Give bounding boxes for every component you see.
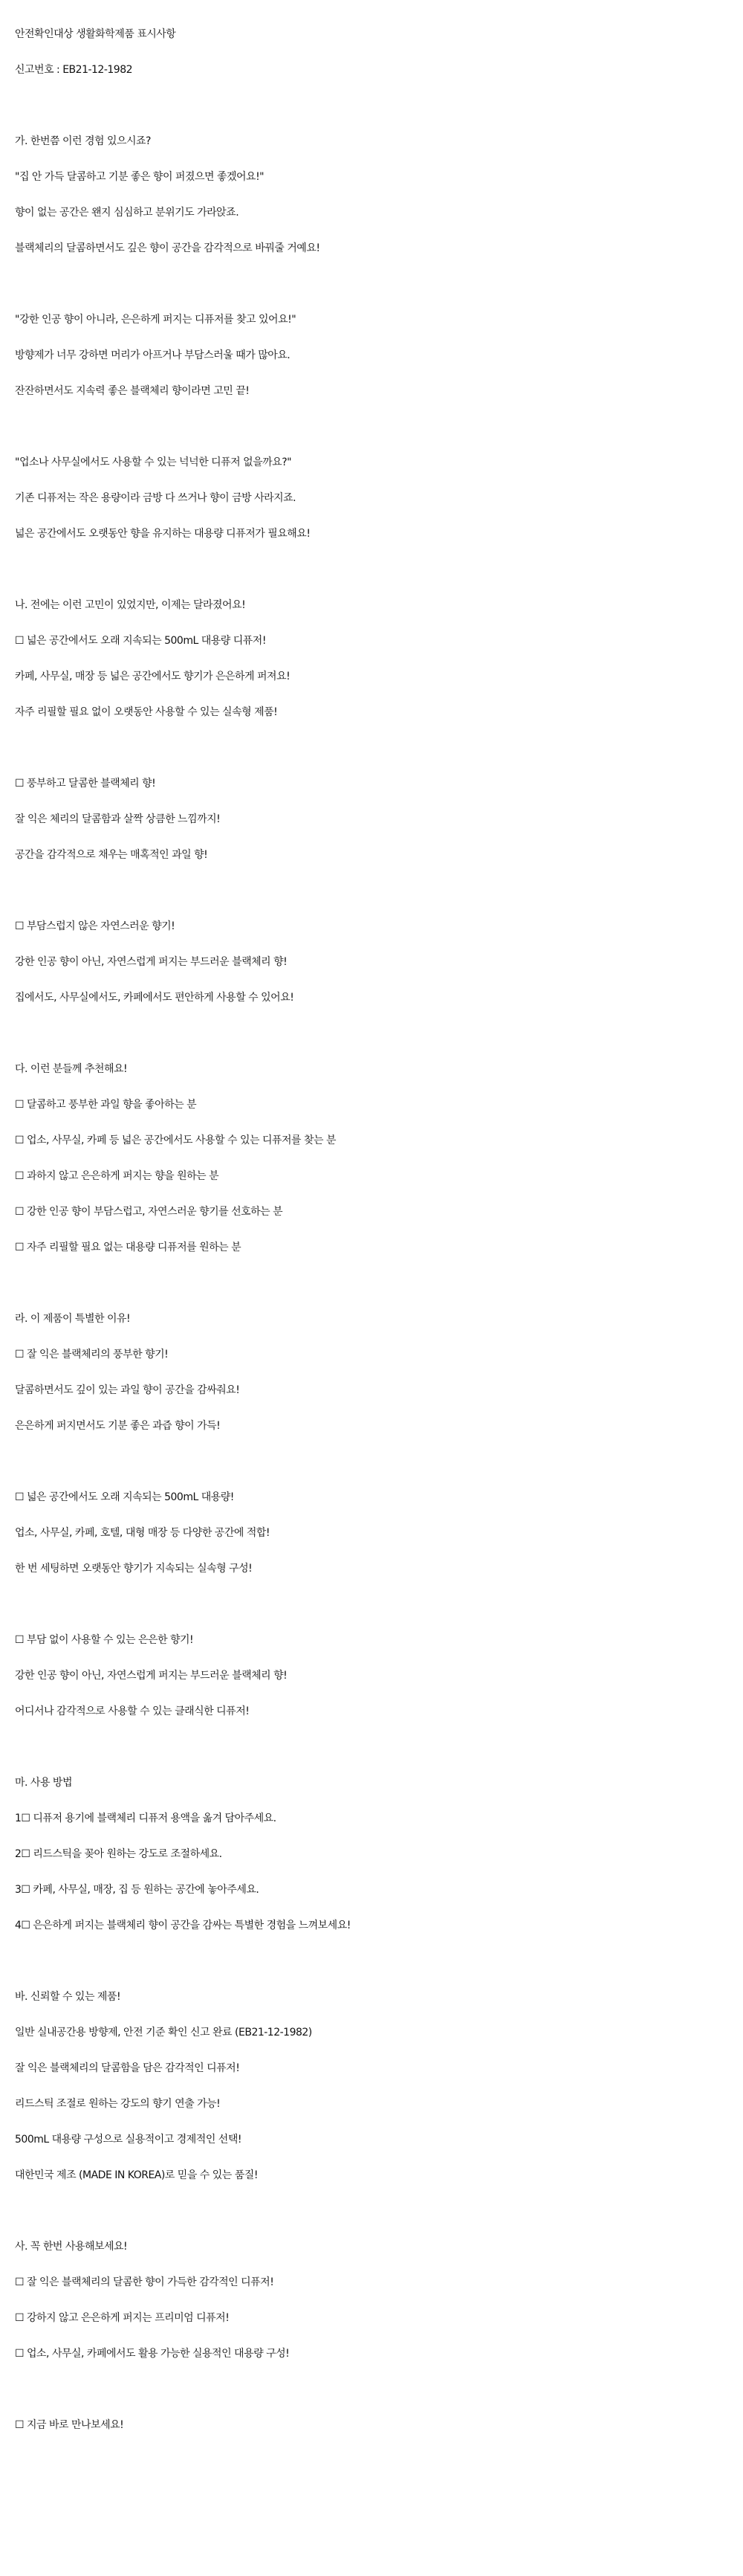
text-line: ☐ 잘 익은 블랙체리의 풍부한 향기! [15, 1349, 169, 1360]
text-line: 은은하게 퍼지면서도 기분 좋은 과즙 향이 가득! [15, 1420, 221, 1432]
text-line: 넓은 공간에서도 오랫동안 향을 유지하는 대용량 디퓨저가 필요해요! [15, 528, 311, 540]
text-line: 강한 인공 향이 아닌, 자연스럽게 퍼지는 부드러운 블랙체리 향! [15, 1670, 288, 1682]
text-line: 공간을 감각적으로 채우는 매혹적인 과일 향! [15, 849, 208, 861]
text-line: 달콤하면서도 깊이 있는 과일 향이 공간을 감싸줘요! [15, 1384, 240, 1396]
text-line: 신고번호 : EB21-12-1982 [15, 64, 133, 76]
text-line: 강한 인공 향이 아닌, 자연스럽게 퍼지는 부드러운 블랙체리 향! [15, 956, 288, 968]
text-line: ☐ 업소, 사무실, 카페에서도 활용 가능한 실용적인 대용량 구성! [15, 2348, 290, 2360]
text-line: 라. 이 제품이 특별한 이유! [15, 1313, 131, 1325]
text-line: ☐ 강하지 않고 은은하게 퍼지는 프리미엄 디퓨저! [15, 2312, 230, 2324]
text-line: 사. 꼭 한번 사용해보세요! [15, 2241, 128, 2253]
text-line: 1☐ 디퓨저 용기에 블랙체리 디퓨저 용액을 옮겨 담아주세요. [15, 1812, 276, 1824]
text-line: ☐ 지금 바로 만나보세요! [15, 2419, 124, 2431]
blank-line [15, 873, 743, 908]
blank-line [15, 730, 743, 766]
text-line: 방향제가 너무 강하면 머리가 아프거나 부담스러울 때가 많아요. [15, 349, 291, 361]
blank-line [15, 1016, 743, 1051]
text-line: 3☐ 카페, 사무실, 매장, 집 등 원하는 공간에 놓아주세요. [15, 1884, 259, 1896]
text-line: "집 안 가득 달콤하고 기분 좋은 향이 퍼졌으면 좋겠어요!" [15, 171, 265, 183]
blank-line [15, 552, 743, 587]
text-line: 잘 익은 체리의 달콤함과 살짝 상큼한 느낌까지! [15, 813, 221, 825]
text-line: 자주 리필할 필요 없이 오랫동안 사용할 수 있는 실속형 제품! [15, 706, 278, 718]
blank-line [15, 409, 743, 445]
text-line: 잔잔하면서도 지속력 좋은 블랙체리 향이라면 고민 끝! [15, 385, 250, 397]
text-line: ☐ 과하지 않고 은은하게 퍼지는 향을 원하는 분 [15, 1170, 219, 1182]
blank-line [15, 1586, 743, 1622]
blank-line [15, 1943, 743, 1979]
text-line: 어디서나 감각적으로 사용할 수 있는 클래식한 디퓨저! [15, 1705, 250, 1717]
text-line: ☐ 부담 없이 사용할 수 있는 은은한 향기! [15, 1634, 194, 1646]
text-line: ☐ 넓은 공간에서도 오래 지속되는 500mL 대용량 디퓨저! [15, 635, 266, 647]
text-line: 리드스틱 조절로 원하는 강도의 향기 연출 가능! [15, 2098, 221, 2110]
blank-line [15, 1729, 743, 1765]
text-line: 나. 전에는 이런 고민이 있었지만, 이제는 달라졌어요! [15, 599, 246, 611]
text-line: 500mL 대용량 구성으로 실용적이고 경제적인 선택! [15, 2134, 241, 2146]
blank-line [15, 2372, 743, 2407]
text-line: ☐ 자주 리필할 필요 없는 대용량 디퓨저를 원하는 분 [15, 1242, 241, 1253]
text-line: ☐ 달콤하고 풍부한 과일 향을 좋아하는 분 [15, 1099, 197, 1111]
text-line: 마. 사용 방법 [15, 1777, 72, 1789]
text-line: ☐ 넓은 공간에서도 오래 지속되는 500mL 대용량! [15, 1491, 234, 1503]
blank-line [15, 266, 743, 302]
blank-line [15, 2193, 743, 2229]
text-line: 한 번 세팅하면 오랫동안 향기가 지속되는 실속형 구성! [15, 1563, 253, 1575]
text-line: ☐ 잘 익은 블랙체리의 달콤한 향이 가득한 감각적인 디퓨저! [15, 2276, 274, 2288]
text-line: ☐ 업소, 사무실, 카페 등 넓은 공간에서도 사용할 수 있는 디퓨저를 찾는 분 [15, 1134, 337, 1146]
text-line: 바. 신뢰할 수 있는 제품! [15, 1991, 121, 2003]
text-line: 4☐ 은은하게 퍼지는 블랙체리 향이 공간을 감싸는 특별한 경험을 느껴보세요! [15, 1920, 351, 1931]
text-line: 다. 이런 분들께 추천해요! [15, 1063, 128, 1075]
text-line: 대한민국 제조 (MADE IN KOREA)로 믿을 수 있는 품질! [15, 2169, 258, 2181]
text-line: 잘 익은 블랙체리의 달콤함을 담은 감각적인 디퓨저! [15, 2062, 240, 2074]
text-line: 업소, 사무실, 카페, 호텔, 대형 매장 등 다양한 공간에 적합! [15, 1527, 270, 1539]
text-line: 향이 없는 공간은 왠지 심심하고 분위기도 가라앉죠. [15, 207, 239, 219]
text-line: 가. 한번쯤 이런 경험 있으시죠? [15, 135, 151, 147]
text-line: 블랙체리의 달콤하면서도 깊은 향이 공간을 감각적으로 바꿔줄 거예요! [15, 242, 320, 254]
text-line: 카페, 사무실, 매장 등 넓은 공간에서도 향기가 은은하게 퍼져요! [15, 671, 291, 682]
text-line: 기존 디퓨저는 작은 용량이라 금방 다 쓰거나 향이 금방 사라지죠. [15, 492, 296, 504]
blank-line [15, 1265, 743, 1301]
text-line: "업소나 사무실에서도 사용할 수 있는 넉넉한 디퓨저 없을까요?" [15, 456, 292, 468]
blank-line [15, 1444, 743, 1479]
text-line: "강한 인공 향이 아니라, 은은하게 퍼지는 디퓨저를 찾고 있어요!" [15, 314, 296, 326]
text-line: ☐ 부담스럽지 않은 자연스러운 향기! [15, 920, 175, 932]
text-line: 집에서도, 사무실에서도, 카페에서도 편안하게 사용할 수 있어요! [15, 992, 294, 1004]
text-line: 2☐ 리드스틱을 꽂아 원하는 강도로 조절하세요. [15, 1848, 222, 1860]
text-line: 안전확인대상 생활화학제품 표시사항 [15, 28, 176, 40]
blank-line [15, 88, 743, 123]
text-line: ☐ 풍부하고 달콤한 블랙체리 향! [15, 778, 156, 790]
text-line: ☐ 강한 인공 향이 부담스럽고, 자연스러운 향기를 선호하는 분 [15, 1206, 283, 1218]
text-line: 일반 실내공간용 방향제, 안전 기준 확인 신고 완료 (EB21-12-1982) [15, 2027, 312, 2038]
